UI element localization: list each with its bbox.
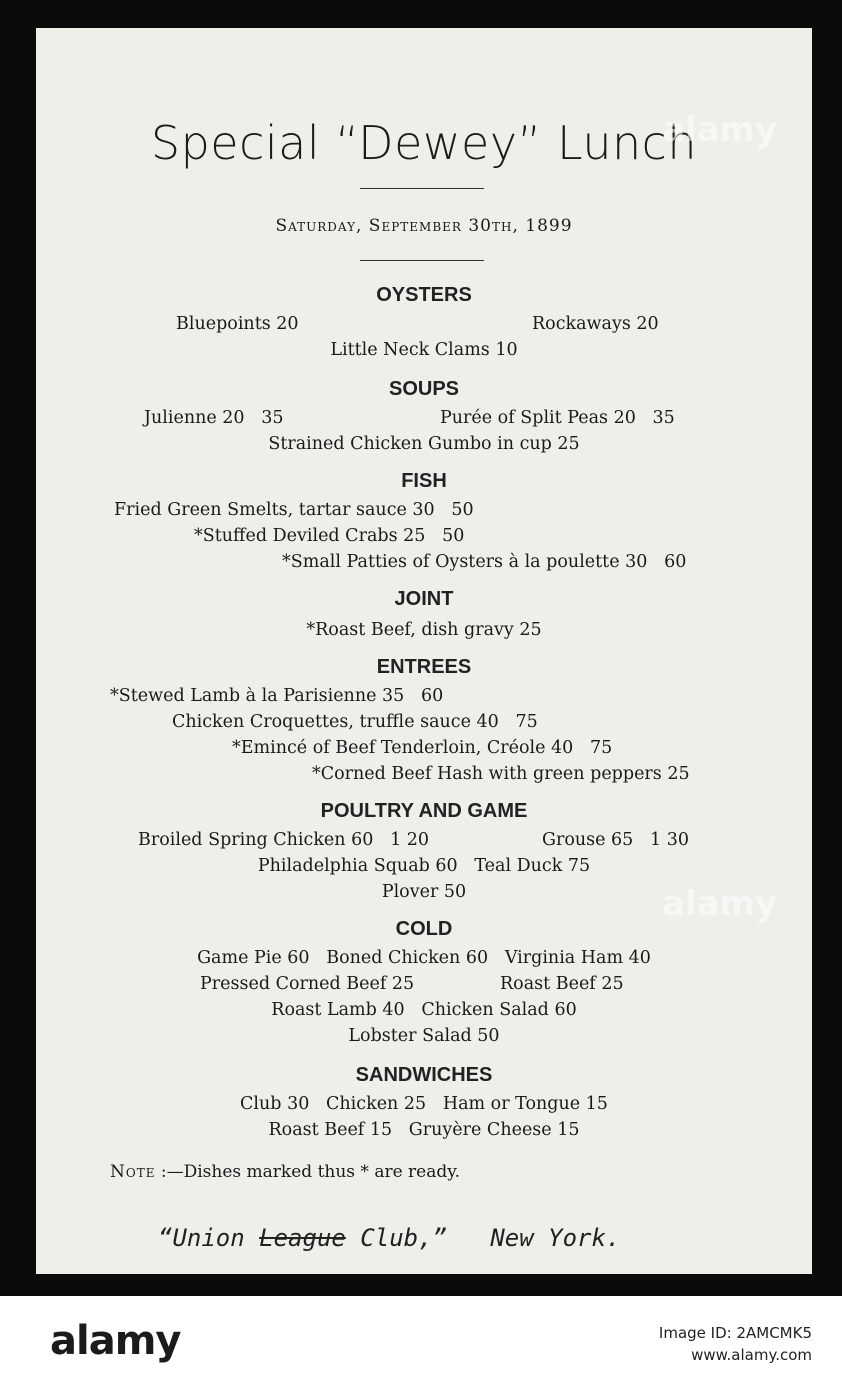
- section-heading-sandwiches: SANDWICHES: [355, 1064, 493, 1086]
- menu-card: [36, 28, 812, 1274]
- menu-item: *Small Patties of Oysters à la poulette 30 60: [282, 552, 687, 572]
- menu-item: Game Pie 60 Boned Chicken 60 Virginia Ham 40: [197, 948, 651, 968]
- section-heading-poultry: POULTRY AND GAME: [320, 800, 528, 822]
- note-text: :—Dishes marked thus * are ready.: [155, 1162, 461, 1182]
- menu-item: *Emincé of Beef Tenderloin, Créole 40 75: [232, 738, 613, 758]
- stock-logo: alamy: [50, 1318, 181, 1364]
- title-divider: [360, 188, 484, 189]
- menu-item: Lobster Salad 50: [348, 1026, 500, 1046]
- menu-item: Rockaways 20: [532, 314, 659, 334]
- menu-item: Julienne 20 35: [144, 408, 284, 428]
- menu-item: *Roast Beef, dish gravy 25: [306, 620, 542, 640]
- menu-item: Roast Beef 25: [500, 974, 624, 994]
- menu-item: Bluepoints 20: [176, 314, 299, 334]
- menu-item: Club 30 Chicken 25 Ham or Tongue 15: [240, 1094, 608, 1114]
- watermark: alamy: [662, 110, 778, 150]
- menu-item: Pressed Corned Beef 25: [200, 974, 415, 994]
- menu-item: *Corned Beef Hash with green peppers 25: [312, 764, 690, 784]
- section-heading-joint: JOINT: [394, 588, 454, 610]
- menu-item: Little Neck Clams 10: [330, 340, 518, 360]
- handwriting-part1: “Union: [158, 1224, 260, 1252]
- handwriting-struck-word: League: [259, 1224, 346, 1252]
- section-heading-oysters: OYSTERS: [376, 284, 472, 306]
- menu-item: Broiled Spring Chicken 60 1 20: [138, 830, 430, 850]
- site-url: www.alamy.com: [691, 1346, 812, 1364]
- image-id: Image ID: 2AMCMK5: [658, 1324, 812, 1342]
- menu-item: *Stuffed Deviled Crabs 25 50: [194, 526, 465, 546]
- section-heading-entrees: ENTREES: [376, 656, 472, 678]
- handwritten-annotation: [158, 1224, 620, 1252]
- handwriting-part2: Club,” New York.: [345, 1224, 621, 1252]
- menu-item: Roast Beef 15 Gruyère Cheese 15: [268, 1120, 580, 1140]
- menu-date: Saturday, September 30th, 1899: [275, 216, 573, 236]
- menu-item: *Stewed Lamb à la Parisienne 35 60: [110, 686, 444, 706]
- menu-item: Grouse 65 1 30: [542, 830, 689, 850]
- menu-item: Plover 50: [381, 882, 467, 902]
- menu-item: Purée of Split Peas 20 35: [440, 408, 675, 428]
- section-heading-soups: SOUPS: [388, 378, 460, 400]
- note-label: Note: [110, 1162, 156, 1182]
- menu-note: [110, 1162, 460, 1182]
- menu-title: Special “Dewey” Lunch: [150, 116, 698, 170]
- section-heading-cold: COLD: [395, 918, 453, 940]
- watermark: alamy: [662, 884, 778, 924]
- menu-item: Roast Lamb 40 Chicken Salad 60: [271, 1000, 577, 1020]
- menu-item: Chicken Croquettes, truffle sauce 40 75: [172, 712, 538, 732]
- section-heading-fish: FISH: [401, 470, 447, 492]
- date-divider: [360, 260, 484, 261]
- menu-item: Fried Green Smelts, tartar sauce 30 50: [114, 500, 474, 520]
- menu-item: Philadelphia Squab 60 Teal Duck 75: [257, 856, 591, 876]
- stock-info: [659, 1322, 812, 1366]
- menu-item: Strained Chicken Gumbo in cup 25: [268, 434, 580, 454]
